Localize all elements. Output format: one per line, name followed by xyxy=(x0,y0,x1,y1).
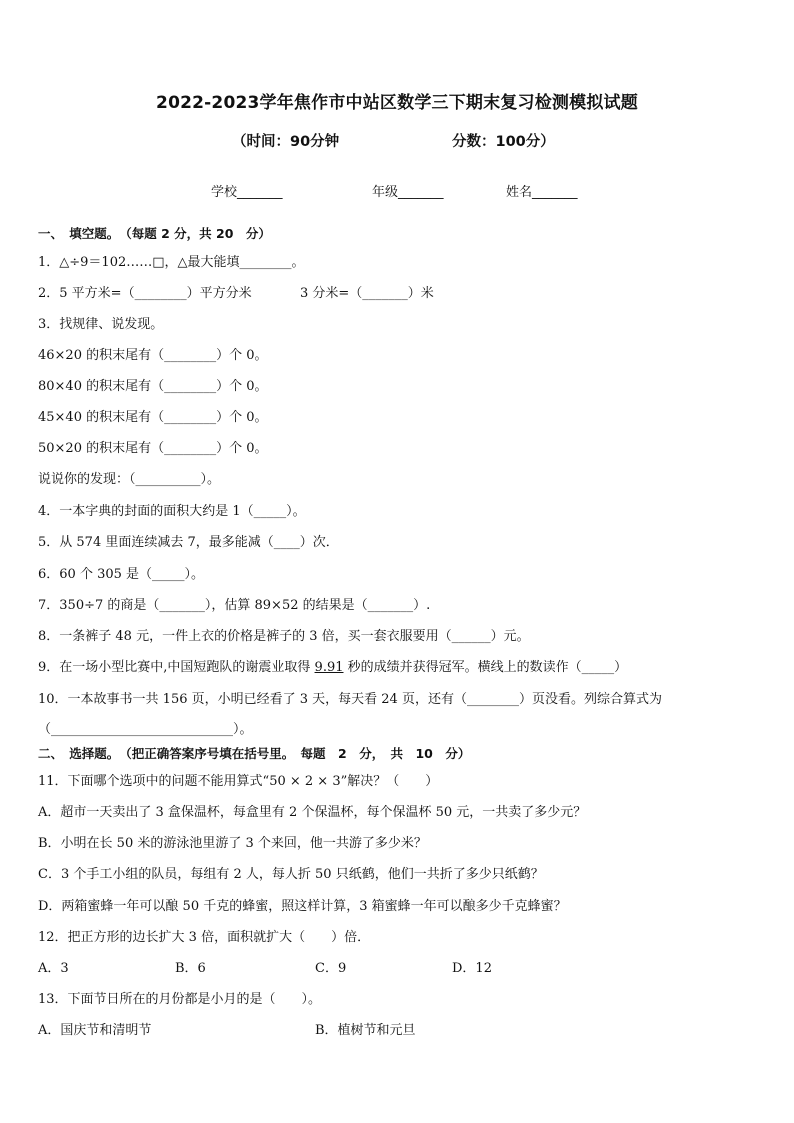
question-3b: 80×40 的积末尾有（________）个 0。 xyxy=(38,379,268,394)
section1-heading: 一、 填空题。 （每题 2 分，共 20 分） xyxy=(38,226,271,241)
question-10: 10．一本故事书一共 156 页，小明已经看了 3 天，每天看 24 页，还有（________）页没看。列综合算式为 xyxy=(38,692,662,707)
question-12-option-b: B．6 xyxy=(175,961,206,976)
question-3d: 50×20 的积末尾有（________）个 0。 xyxy=(38,441,268,456)
question-9-pre: 9．在一场小型比赛中,中国短跑队的谢震业取得 xyxy=(38,660,315,675)
question-11-option-d: D．两箱蜜蜂一年可以酿 50 千克的蜂蜜，照这样计算，3 箱蜜蜂一年可以酿多少千克蜂蜜？ xyxy=(38,899,567,914)
question-2b: 3 分米=（_______）米 xyxy=(300,286,434,301)
question-12-option-d: D．12 xyxy=(452,961,492,976)
exam-score: 分数：100分） xyxy=(452,134,555,150)
question-3a: 46×20 的积末尾有（________）个 0。 xyxy=(38,348,268,363)
question-9-number: 9.91 xyxy=(314,660,344,675)
question-12: 12．把正方形的边长扩大 3 倍，面积就扩大（ ）倍． xyxy=(38,930,371,945)
question-12-option-c: C．9 xyxy=(315,961,347,976)
question-3c: 45×40 的积末尾有（________）个 0。 xyxy=(38,410,268,425)
question-11-option-a: A．超市一天卖出了 3 盒保温杯，每盒里有 2 个保温杯，每个保温杯 50 元，一共卖了多少元？ xyxy=(38,805,587,820)
school-field: 学校_______ xyxy=(211,185,283,200)
question-10-answer: （____________________________）。 xyxy=(38,722,253,737)
name-field: 姓名_______ xyxy=(506,185,578,200)
question-1: 1．△÷9＝102……□，△最大能填________。 xyxy=(38,255,305,270)
exam-time: （时间：90分钟 xyxy=(232,134,340,150)
question-11-option-c: C．3 个手工小组的队员，每组有 2 人，每人折 50 只纸鹤，他们一共折了多少只纸鹤？ xyxy=(38,867,544,882)
question-7: 7．350÷7 的商是（_______），估算 89×52 的结果是（_______）. xyxy=(38,598,431,613)
question-11-option-b: B．小明在长 50 米的游泳池里游了 3 个来回，他一共游了多少米？ xyxy=(38,836,427,851)
question-6: 6．60 个 305 是（_____）。 xyxy=(38,567,205,582)
question-9 xyxy=(38,656,627,675)
question-8: 8．一条裤子 48 元，一件上衣的价格是裤子的 3 倍，买一套衣服要用（______）元。 xyxy=(38,629,530,644)
question-4: 4．一本字典的封面的面积大约是 1（_____）。 xyxy=(38,504,306,519)
question-3e: 说说你的发现：（__________）。 xyxy=(38,472,221,487)
question-12-option-a: A．3 xyxy=(38,961,69,976)
question-2a: 2．5 平方米=（________）平方分米 xyxy=(38,286,252,301)
question-11: 11．下面哪个选项中的问题不能用算式“50 × 2 × 3”解决？（ ） xyxy=(38,774,439,789)
question-13: 13．下面节日所在的月份都是小月的是（ ）。 xyxy=(38,992,322,1007)
section2-heading: 二、 选择题。 （把正确答案序号填在括号里。 每题 2 分， 共 10 分） xyxy=(38,746,471,761)
grade-field: 年级_______ xyxy=(372,185,444,200)
question-13-option-a: A．国庆节和清明节 xyxy=(38,1023,152,1038)
question-3: 3．找规律、说发现。 xyxy=(38,317,164,332)
question-9-post: 秒的成绩并获得冠军。横线上的数读作（_____） xyxy=(343,660,628,675)
page-title: 2022-2023学年焦作市中站区数学三下期末复习检测模拟试题 xyxy=(156,93,638,113)
question-5: 5．从 574 里面连续减去 7，最多能减（____）次． xyxy=(38,535,339,550)
question-13-option-b: B．植树节和元旦 xyxy=(315,1023,416,1038)
